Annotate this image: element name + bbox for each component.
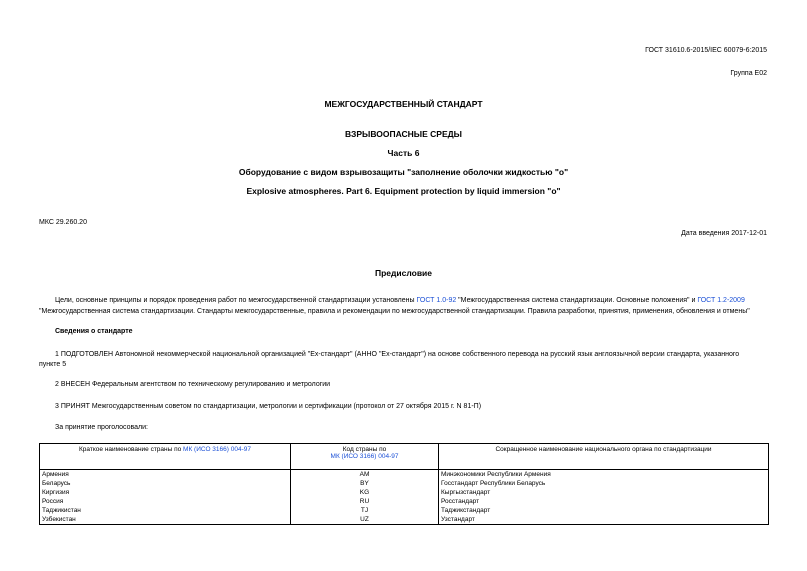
- country-cell: Армения: [40, 470, 291, 480]
- group-code: Группа Е02: [730, 70, 767, 77]
- preface-text: Цели, основные принципы и порядок проведения работ по межгосударственной стандартизации установлены: [55, 297, 417, 304]
- preface-text: "Межгосударственная система стандартизации. Основные положения" и: [456, 297, 698, 304]
- about-standard-heading: Сведения о стандарте: [55, 328, 133, 335]
- preface-paragraph-line1: [55, 296, 745, 306]
- table-row: [40, 479, 769, 488]
- standards-body-cell: Таджикстандарт: [439, 506, 769, 515]
- preface-heading: Предисловие: [374, 268, 433, 278]
- table-row: [40, 488, 769, 497]
- country-cell: Узбекистан: [40, 515, 291, 525]
- code-cell: KG: [291, 488, 439, 497]
- subtitle-en: Explosive atmospheres. Part 6. Equipment protection by liquid immersion "o": [246, 186, 561, 196]
- code-cell: BY: [291, 479, 439, 488]
- country-code-header: [291, 444, 439, 470]
- mk-iso-3166-link[interactable]: МК (ИСО 3166) 004-97: [330, 453, 399, 460]
- table-row: [40, 497, 769, 506]
- standards-body-header: Сокращенное наименование национального органа по стандартизации: [439, 444, 769, 470]
- mks-code: МКС 29.260.20: [39, 219, 87, 226]
- mk-iso-3166-link[interactable]: МК (ИСО 3166) 004-97: [183, 446, 251, 453]
- intro-date: Дата введения 2017-12-01: [681, 230, 767, 237]
- header-text: Краткое наименование страны по: [79, 446, 184, 453]
- item-2: 2 ВНЕСЕН Федеральным агентством по техническому регулированию и метрологии: [55, 381, 331, 388]
- item-1-line2: пункте 5: [39, 361, 67, 368]
- preface-paragraph-line2: "Межгосударственная система стандартизации. Стандарты межгосударственные, правила и рекомендации по межгосударственной стандартизации. Правила разработки, принятия, применения, обновления и отмены": [39, 308, 750, 315]
- country-cell: Киргизия: [40, 488, 291, 497]
- standards-body-cell: Минэкономики Республики Армения: [439, 470, 769, 480]
- table-row: [40, 515, 769, 525]
- voting-countries-table: [39, 443, 769, 525]
- subtitle-ru: Оборудование с видом взрывозащиты "заполнение оболочки жидкостью "о": [238, 167, 569, 177]
- code-cell: AM: [291, 470, 439, 480]
- header-text: Код страны по: [342, 446, 387, 453]
- voted-label: За принятие проголосовали:: [55, 424, 148, 431]
- gost-1-2-2009-link[interactable]: ГОСТ 1.2-2009: [697, 297, 745, 304]
- item-3: 3 ПРИНЯТ Межгосударственным советом по стандартизации, метрологии и сертификации (протокол от 27 октября 2015 г. N 81-П): [55, 403, 482, 410]
- standards-body-cell: Росстандарт: [439, 497, 769, 506]
- code-cell: TJ: [291, 506, 439, 515]
- standards-body-cell: Кыргызстандарт: [439, 488, 769, 497]
- table-row: [40, 506, 769, 515]
- table-header-row: [40, 444, 769, 470]
- document-designation: ГОСТ 31610.6-2015/IEC 60079-6:2015: [645, 47, 767, 54]
- standards-body-cell: Узстандарт: [439, 515, 769, 525]
- gost-1-0-92-link[interactable]: ГОСТ 1.0-92: [416, 297, 457, 304]
- country-name-header: [40, 444, 291, 470]
- country-cell: Таджикистан: [40, 506, 291, 515]
- item-1-line1: 1 ПОДГОТОВЛЕН Автономной некоммерческой национальной организацией "Ех-стандарт" (АННО "Ех-стандарт") на основе собственного перевода на русский язык англоязычной версии стандарта, указанного: [55, 351, 740, 358]
- table-row: [40, 470, 769, 480]
- country-cell: Беларусь: [40, 479, 291, 488]
- code-cell: RU: [291, 497, 439, 506]
- country-cell: Россия: [40, 497, 291, 506]
- standard-kind: МЕЖГОСУДАРСТВЕННЫЙ СТАНДАРТ: [324, 99, 483, 109]
- standards-body-cell: Госстандарт Республики Беларусь: [439, 479, 769, 488]
- code-cell: UZ: [291, 515, 439, 525]
- part-number: Часть 6: [387, 148, 420, 158]
- standard-title: ВЗРЫВООПАСНЫЕ СРЕДЫ: [344, 129, 462, 139]
